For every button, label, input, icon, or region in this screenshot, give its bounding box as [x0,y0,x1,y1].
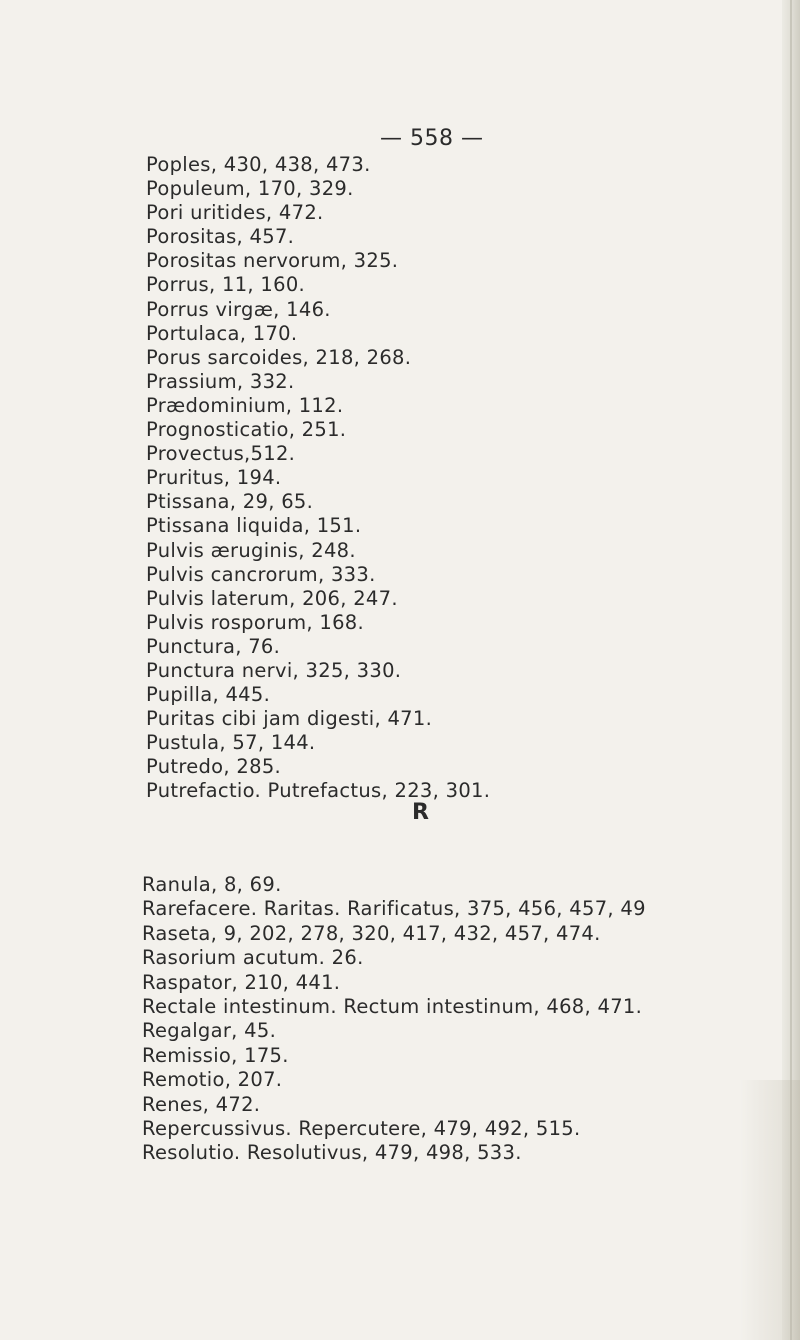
index-entry: Pulvis laterum, 206, 247. [146,586,398,610]
index-entry: Ptissana, 29, 65. [146,490,314,514]
index-entry: Poples, 430, 438, 473. [146,153,371,176]
index-entry: Ptissana liquida, 151. [146,514,362,538]
index-entry: Provectus,512. [146,442,296,466]
index-entry: Populeum, 170, 329. [146,177,354,201]
index-entry: Punctura nervi, 325, 330. [146,658,402,682]
index-entry: Ranula, 8, 69. [142,873,282,896]
index-entry: Resolutio. Resolutivus, 479, 498, 533. [142,1141,522,1165]
index-entry: Renes, 472. [142,1092,261,1116]
index-entry: Punctura, 76. [146,634,281,658]
index-entry: Pustula, 57, 144. [146,731,316,755]
index-entry: Porus sarcoides, 218, 268. [146,345,412,369]
index-entry: Repercussivus. Repercutere, 479, 492, 515. [142,1117,581,1141]
index-entry: Regalgar, 45. [142,1019,277,1043]
index-entry: Raseta, 9, 202, 278, 320, 417, 432, 457, 474. [142,921,601,945]
index-entry: Remotio, 207. [142,1068,283,1092]
index-entry: Pruritus, 194. [146,466,282,490]
index-entry: Pulvis cancrorum, 333. [146,562,376,586]
index-entry: Prædominium, 112. [146,393,344,417]
index-entry: Raspator, 210, 441. [142,970,341,994]
index-entry: Rectale intestinum. Rectum intestinum, 468, 471. [142,995,643,1019]
index-entry: Porositas nervorum, 325. [146,249,399,273]
index-entry: Putrefactio. Putrefactus, 223, 301. [146,779,491,803]
index-entry: Prognosticatio, 251. [146,418,347,442]
index-entry: Porrus, 11, 160. [146,273,306,297]
page-number: — 558 — [380,126,484,151]
index-entries-p [146,153,490,804]
index-entry: Pulvis æruginis, 248. [146,538,356,562]
index-entry: Portulaca, 170. [146,321,298,345]
index-entry: Porositas, 457. [146,225,295,249]
index-entry: Porrus virgæ, 146. [146,297,331,321]
index-entry: Pupilla, 445. [146,683,271,707]
index-entry: Pori uritides, 472. [146,201,324,225]
index-entry: Rarefacere. Raritas. Rarificatus, 375, 456, 457, 49 [142,897,646,921]
index-entry: Puritas cibi jam digesti, 471. [146,707,433,731]
index-entries-r [142,873,646,1166]
section-heading-r: R [412,800,429,825]
corner-shade [740,1080,800,1340]
index-entry: Remissio, 175. [142,1043,289,1067]
index-entry: Putredo, 285. [146,755,282,779]
index-entry: Pulvis rosporum, 168. [146,610,364,634]
index-entry: Prassium, 332. [146,369,295,393]
index-entry: Rasorium acutum. 26. [142,946,364,970]
